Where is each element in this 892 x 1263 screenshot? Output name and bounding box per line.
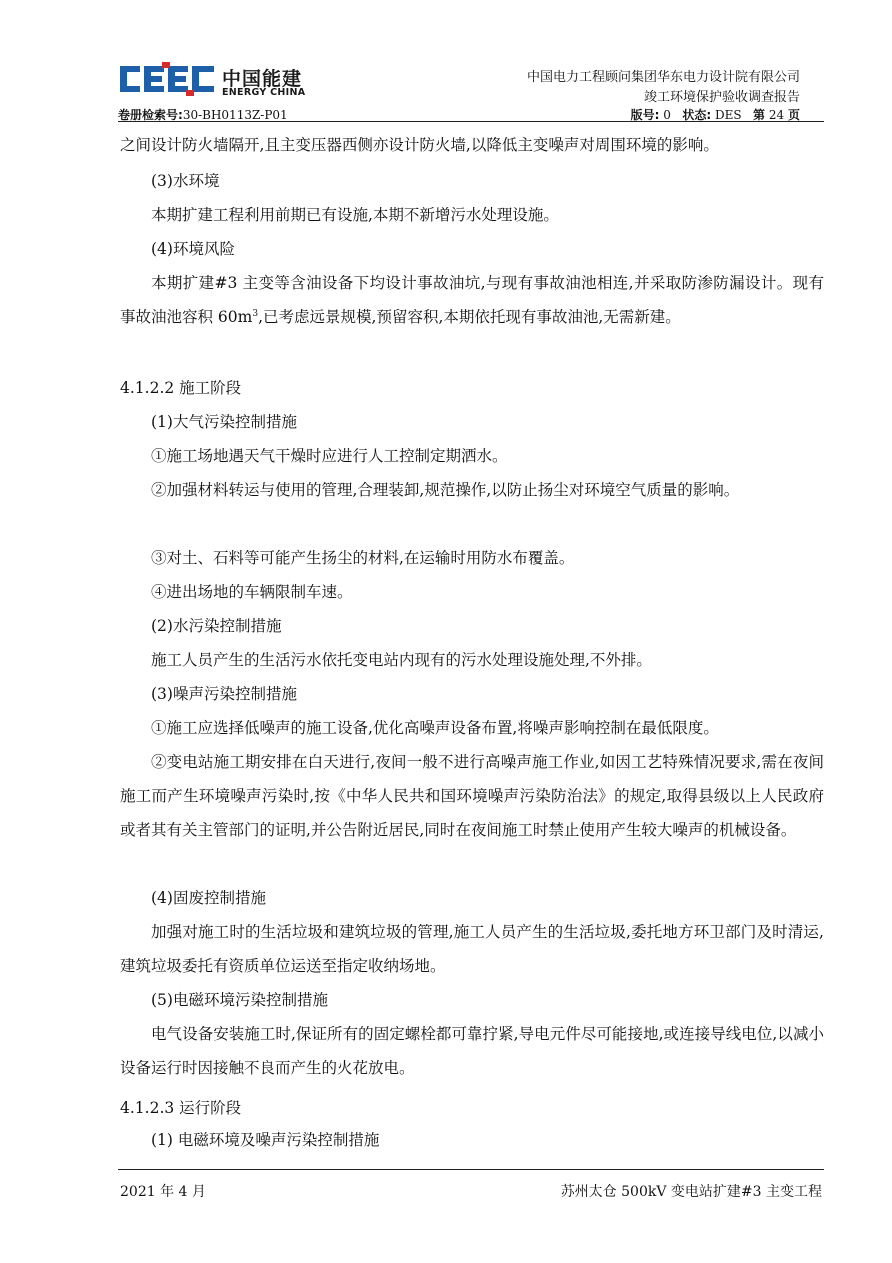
footer-date: 2021 年 4 月 [120,1184,206,1200]
paragraph-solid-waste: 加强对施工时的生活垃圾和建筑垃圾的管理,施工人员产生的生活垃圾,委托地方环卫部门及时清运,建筑垃圾委托有资质单位运送至指定收纳场地。 [120,923,824,975]
paragraph-water: 本期扩建工程利用前期已有设施,本期不新增污水处理设施。 [151,206,559,224]
heading-solid-waste: (4)固废控制措施 [151,889,266,907]
item-air-2: ②加强材料转运与使用的管理,合理装卸,规范操作,以防止扬尘对环境空气质量的影响。 [151,481,740,499]
item-air-3: ③对土、石料等可能产生扬尘的材料,在运输时用防水布覆盖。 [151,549,575,567]
company-name: 中国电力工程顾问集团华东电力设计院有限公司 [526,70,800,85]
status-label: 状态: [682,108,712,122]
page-suffix: 页 [787,108,800,122]
heading-water-environment: (3)水环境 [151,172,220,190]
section-4-1-2-3: 4.1.2.3 运行阶段 [120,1099,242,1117]
paragraph-risk-part1: 本期扩建#3 主变等含油设备下均设计事故油坑,与现有事故油池相连,并采取防渗防漏设计。现有事故油池容积 60m [120,274,824,326]
item-noise-2: ②变电站施工期安排在白天进行,夜间一般不进行高噪声施工作业,如因工艺特殊情况要求,需在夜间施工而产生环境噪声污染时,按《中华人民共和国环境噪声污染防治法》的规定,取得县级以上人民政府或者其有关主管部门的证明,并公告附近居民,同时在夜间施工时禁止使用产生较大噪声的机械设备。 [120,753,824,839]
heading-operation-measures: (1) 电磁环境及噪声污染控制措施 [151,1131,380,1149]
archive-value: 30-BH0113Z-P01 [182,108,288,122]
status-value: DES [714,108,742,122]
page-number: 24 [768,108,785,122]
item-air-1: ①施工场地遇天气干燥时应进行人工控制定期洒水。 [151,447,508,465]
heading-electromagnetic: (5)电磁环境污染控制措施 [151,991,328,1009]
logo-english-text: ENERGY CHINA [222,87,306,98]
heading-noise-pollution: (3)噪声污染控制措施 [151,685,297,703]
page-prefix: 第 [753,108,766,122]
superscript-cubic: 3 [252,308,259,319]
footer-project: 苏州太仓 500kV 变电站扩建#3 主变工程 [560,1184,822,1200]
paragraph-risk-part2: ,已考虑远景规模,预留容积,本期依托现有事故油池,无需新建。 [258,308,681,326]
version-label: 版号: [630,108,660,122]
archive-label: 卷册检索号: [118,108,183,122]
header-divider [118,121,824,122]
paragraph-electromagnetic: 电气设备安装施工时,保证所有的固定螺栓都可靠拧紧,导电元件尽可能接地,或连接导线电位,以减小设备运行时因接触不良而产生的火花放电。 [120,1025,824,1077]
paragraph-firewall: 之间设计防火墙隔开,且主变压器西侧亦设计防火墙,以降低主变噪声对周围环境的影响。 [120,136,719,154]
page-header [118,62,824,122]
logo-chinese-text: 中国能建 [222,68,303,90]
version-value: 0 [663,108,671,122]
ceec-logo-icon [118,62,218,96]
ceec-logo [118,62,318,102]
paragraph-sewage: 施工人员产生的生活污水依托变电站内现有的污水处理设施处理,不外排。 [151,651,652,669]
heading-environmental-risk: (4)环境风险 [151,240,235,258]
footer-divider [118,1169,824,1170]
section-4-1-2-2: 4.1.2.2 施工阶段 [120,379,242,397]
heading-water-pollution: (2)水污染控制措施 [151,617,282,635]
item-air-4: ④进出场地的车辆限制车速。 [151,583,353,601]
heading-air-pollution: (1)大气污染控制措施 [151,413,297,431]
report-title: 竣工环境保护验收调查报告 [643,90,800,105]
paragraph-risk [120,266,824,334]
item-noise-1: ①施工应选择低噪声的施工设备,优化高噪声设备布置,将噪声影响控制在最低限度。 [151,719,719,737]
